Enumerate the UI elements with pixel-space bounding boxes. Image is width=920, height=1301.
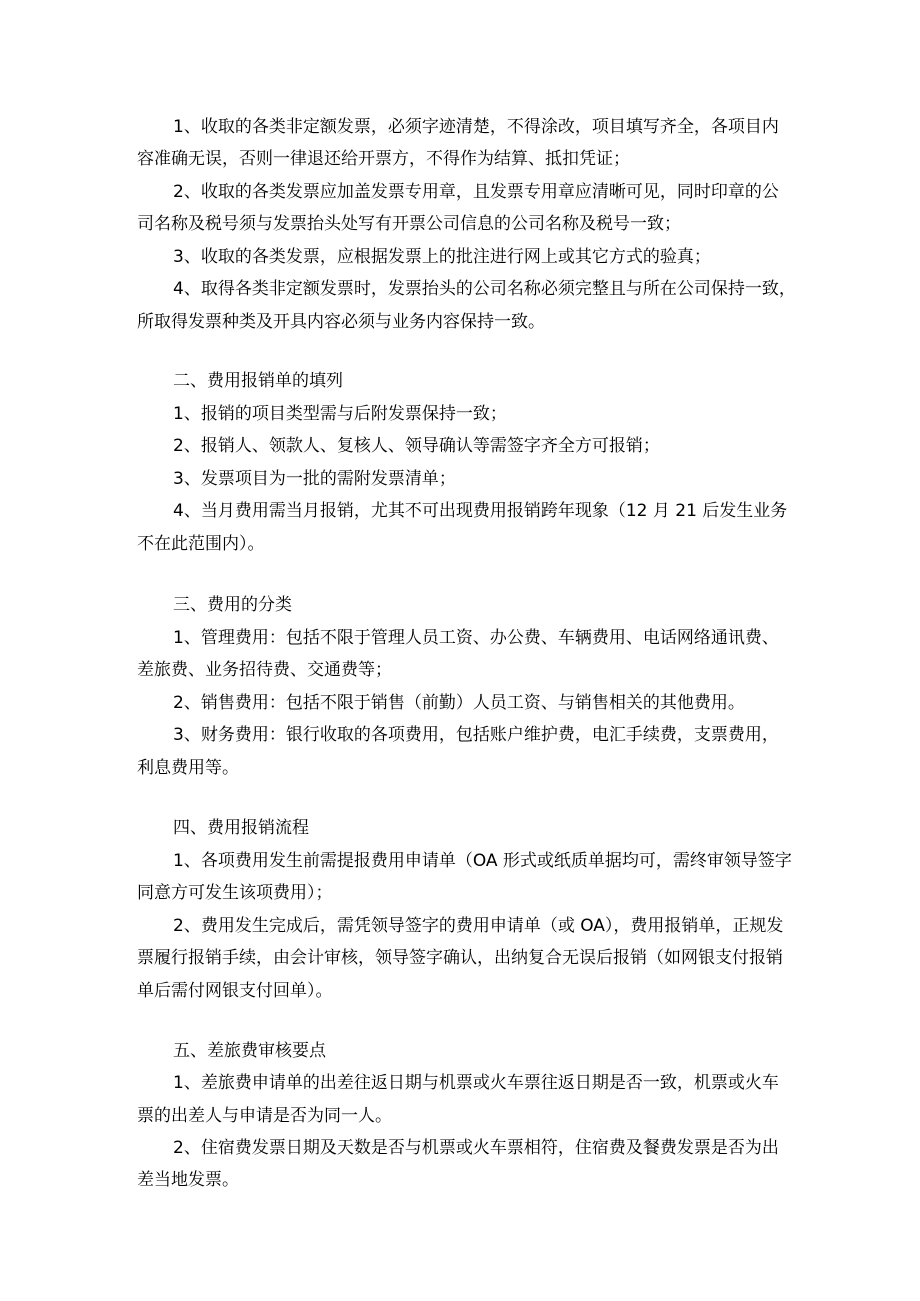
paragraph-line: 所取得发票种类及开具内容必须与业务内容保持一致。 [137,312,545,332]
section-heading: 四、费用报销流程 [173,818,309,838]
paragraph-line: 1、报销的项目类型需与后附发票保持一致； [173,404,507,424]
paragraph-line: 3、收取的各类发票，应根据发票上的批注进行网上或其它方式的验真； [173,247,711,267]
paragraph-line: 差当地发票。 [137,1170,239,1190]
paragraph-line: 4、取得各类非定额发票时，发票抬头的公司名称必须完整且与所在公司保持一致， [173,279,796,299]
paragraph-line: 票履行报销手续，由会计审核，领导签字确认，出纳复合无误后报销（如网银支付报销 [137,948,783,968]
section-heading: 三、费用的分类 [173,595,292,615]
paragraph-line: 司名称及税号须与发票抬头处写有开票公司信息的公司名称及税号一致； [137,214,681,234]
paragraph-line: 同意方可发生该项费用）； [137,883,333,903]
paragraph-line: 2、销售费用：包括不限于销售（前勤）人员工资、与销售相关的其他费用。 [173,693,745,713]
paragraph-line: 差旅费、业务招待费、交通费等； [137,660,392,680]
paragraph-line: 2、住宿费发票日期及天数是否与机票或火车票相符，住宿费及餐费发票是否为出 [173,1138,779,1158]
paragraph-line: 2、报销人、领款人、复核人、领导确认等需签字齐全方可报销； [173,436,660,456]
paragraph-line: 2、收取的各类发票应加盖发票专用章，且发票专用章应清晰可见，同时印章的公 [173,182,779,202]
paragraph-line: 1、收取的各类非定额发票，必须字迹清楚，不得涂改，项目填写齐全，各项目内 [173,117,779,137]
paragraph-line: 票的出差人与申请是否为同一人。 [137,1106,392,1126]
paragraph-line: 1、管理费用：包括不限于管理人员工资、办公费、车辆费用、电话网络通讯费、 [173,628,779,648]
paragraph-line: 3、发票项目为一批的需附发票清单； [173,469,456,489]
paragraph-line: 单后需付网银支付回单）。 [137,981,333,1001]
section-heading: 二、费用报销单的填列 [173,371,343,391]
paragraph-line: 利息费用等。 [137,758,239,778]
paragraph-line: 2、费用发生完成后，需凭领导签字的费用申请单（或 OA），费用报销单，正规发 [173,916,784,936]
paragraph-line: 4、当月费用需当月报销，尤其不可出现费用报销跨年现象（12 月 21 后发生业务 [173,501,788,521]
section-heading: 五、差旅费审核要点 [173,1041,326,1061]
paragraph-line: 1、差旅费申请单的出差往返日期与机票或火车票往返日期是否一致，机票或火车 [173,1073,779,1093]
paragraph-line: 1、各项费用发生前需提报费用申请单（OA 形式或纸质单据均可，需终审领导签字 [173,851,792,871]
paragraph-line: 3、财务费用：银行收取的各项费用，包括账户维护费，电汇手续费，支票费用， [173,725,779,745]
paragraph-line: 不在此范围内）。 [137,534,265,554]
paragraph-line: 容准确无误，否则一律退还给开票方，不得作为结算、抵扣凭证； [137,149,630,169]
